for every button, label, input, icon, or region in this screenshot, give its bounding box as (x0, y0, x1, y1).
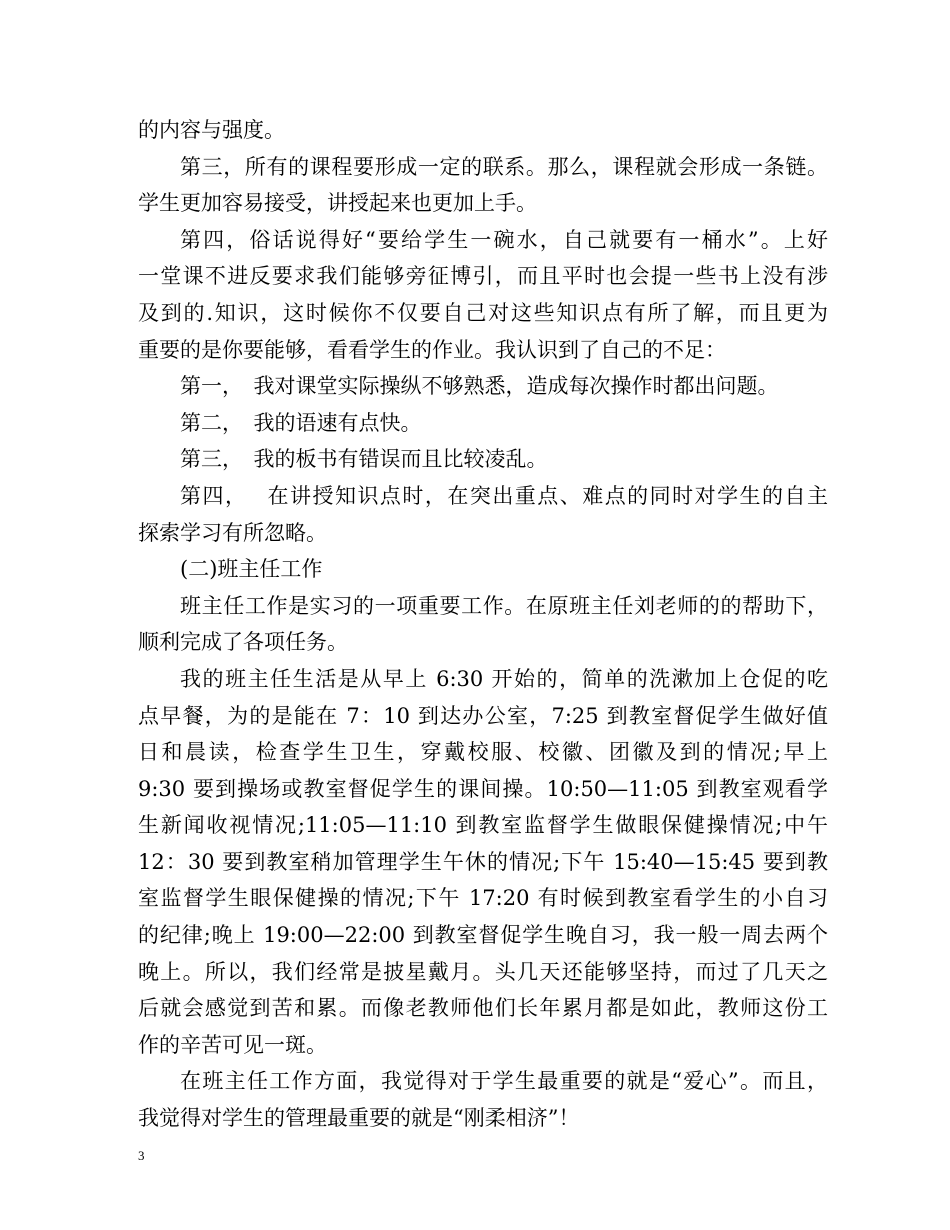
text-line: 我的班主任生活是从早上 6:30 开始的，简单的洗漱加上仓促的吃 (180, 666, 828, 691)
text-line: 一堂课不进反要求我们能够旁征博引，而且平时也会提一些书上没有涉 (138, 264, 828, 289)
text-line: 在班主任工作方面，我觉得对于学生最重要的就是“爱心”。而且， (180, 1069, 828, 1094)
text-line: 生新闻收视情况;11:05—11:10 到教室监督学生做眼保健操情况;中午 (138, 813, 828, 838)
text-line: 第四， 在讲授知识点时，在突出重点、难点的同时对学生的自主 (180, 483, 828, 508)
text-line: 我觉得对学生的管理最重要的就是“刚柔相济”！ (138, 1106, 580, 1131)
text-line: 的内容与强度。 (138, 118, 285, 142)
text-line: 第二， 我的语速有点快。 (180, 410, 422, 435)
text-line: 第三，所有的课程要形成一定的联系。那么，课程就会形成一条链。 (180, 154, 828, 179)
text-line: 点早餐，为的是能在 7：10 到达办公室，7:25 到教室督促学生做好值 (138, 703, 828, 728)
text-line: 9:30 要到操场或教室督促学生的课间操。10:50—11:05 到教室观看学 (138, 776, 828, 801)
text-line: 第一， 我对课堂实际操纵不够熟悉，造成每次操作时都出问题。 (180, 374, 779, 399)
body-text (138, 112, 828, 1137)
text-line: 探索学习有所忽略。 (138, 520, 327, 545)
page-number: 3 (138, 1148, 145, 1163)
text-line: 日和晨读，检查学生卫生，穿戴校服、校徽、团徽及到的情况;早上 (138, 740, 828, 765)
text-line: 第三， 我的板书有错误而且比较凌乱。 (180, 447, 548, 472)
text-line: 班主任工作是实习的一项重要工作。在原班主任刘老师的的帮助下， (180, 593, 828, 618)
text-line: 及到的.知识，这时候你不仅要自己对这些知识点有所了解，而且更为 (138, 300, 828, 325)
text-line: 12：30 要到教室稍加管理学生午休的情况;下午 15:40—15:45 要到教 (138, 849, 828, 874)
text-line: 学生更加容易接受，讲授起来也更加上手。 (138, 191, 537, 216)
text-line: (二)班主任工作 (180, 557, 323, 582)
text-line: 后就会感觉到苦和累。而像老教师他们长年累月都是如此，教师这份工 (138, 996, 828, 1021)
text-line: 重要的是你要能够，看看学生的作业。我认识到了自己的不足： (138, 337, 726, 362)
text-line: 晚上。所以，我们经常是披星戴月。头几天还能够坚持，而过了几天之 (138, 959, 828, 984)
text-line: 的纪律;晚上 19:00—22:00 到教室督促学生晚自习，我一般一周去两个 (138, 923, 828, 948)
text-line: 室监督学生眼保健操的情况;下午 17:20 有时候到教室看学生的小自习 (138, 886, 828, 911)
text-line: 作的辛苦可见一斑。 (138, 1032, 327, 1057)
text-line: 顺利完成了各项任务。 (138, 630, 348, 655)
text-line: 第四，俗话说得好“要给学生一碗水，自己就要有一桶水”。上好 (180, 227, 828, 252)
